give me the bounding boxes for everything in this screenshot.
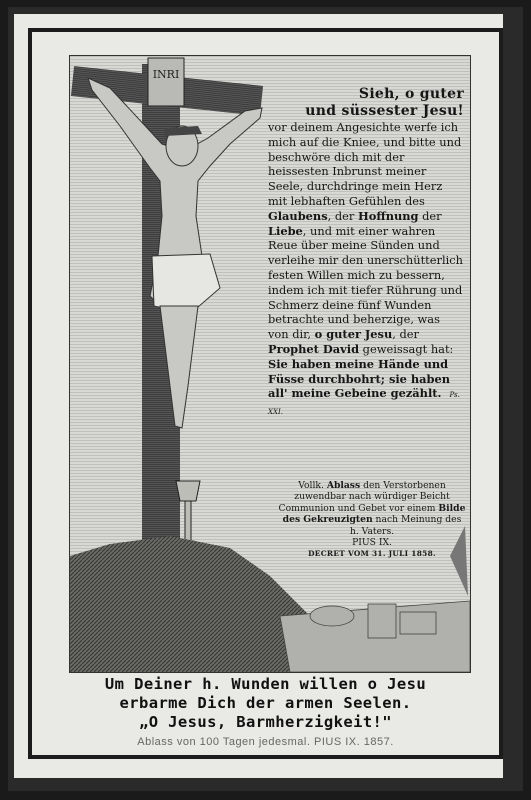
caption-line-3: „O Jesus, Barmherzigkeit!" (138, 713, 393, 731)
titulus-plaque (148, 58, 184, 106)
indulgence-ablass: Ablass (326, 480, 361, 491)
caption-footnote: Ablass von 100 Tagen jedesmal. PIUS IX. 1857. (137, 736, 394, 748)
word-glaubens: Glaubens (268, 208, 328, 223)
prayer-title-line1: Sieh, o guter (358, 86, 464, 102)
prayer-der-3: , der (392, 327, 419, 342)
indulgence-decree: DECRET VOM 31. JULI 1858. (308, 549, 436, 559)
prayer-body-b: , und mit einer wahren Reue über meine Sünden und verleihe mir den unerschütterlich festen Willen mich zu bessern, indem ich mit tiefer Rührung und Schmerz deine fünf Wunden betrachte und beherzige, was von dir, (268, 223, 463, 342)
indulgence-line-c: nach Meinung des h. Vaters. (349, 514, 462, 537)
caption-line-1: Um Deiner h. Wunden willen o Jesu (104, 675, 427, 693)
indulgence-notice (277, 480, 467, 560)
word-hoffnung: Hoffnung (357, 208, 419, 223)
word-liebe: Liebe (268, 223, 303, 238)
indulgence-line-b: den Verstorbenen zuwendbar nach würdiger Beicht Communion und Gebet vor einem (278, 480, 450, 514)
prayer-text (268, 86, 464, 420)
caption-line-2: erbarme Dich der armen Seelen. (119, 694, 412, 712)
psalm-reference: Ps. XXI. (268, 391, 460, 417)
card-caption (28, 675, 503, 749)
prayer-der-1: , der (327, 208, 355, 223)
prayer-title-line2: und süssester Jesu! (305, 103, 464, 119)
prayer-body-c: geweissagt hat: (359, 341, 454, 356)
prayer-body-a: vor deinem Angesichte werfe ich mich auf die Kniee, und bitte und beschwöre dich mit der heissesten Inbrunst meiner Seele, durchdringe mein Herz mit lebhaften Gefühlen des (268, 120, 462, 208)
indulgence-bilde: Bilde des Gekreuzigten (282, 502, 466, 526)
phrase-prophet-david: Prophet David (268, 341, 360, 356)
titulus-text: INRI (152, 68, 180, 81)
indulgence-pius: PIUS IX. (352, 537, 392, 549)
psalm-quote: Sie haben meine Hände und Füsse durchbohrt; sie haben all' meine Gebeine gezählt. (268, 356, 451, 401)
prayer-der-2: der (418, 208, 442, 223)
phrase-o-guter-jesu: o guter Jesu (314, 327, 393, 342)
prayer-body (268, 120, 464, 420)
indulgence-line-a: Vollk. (298, 480, 324, 491)
